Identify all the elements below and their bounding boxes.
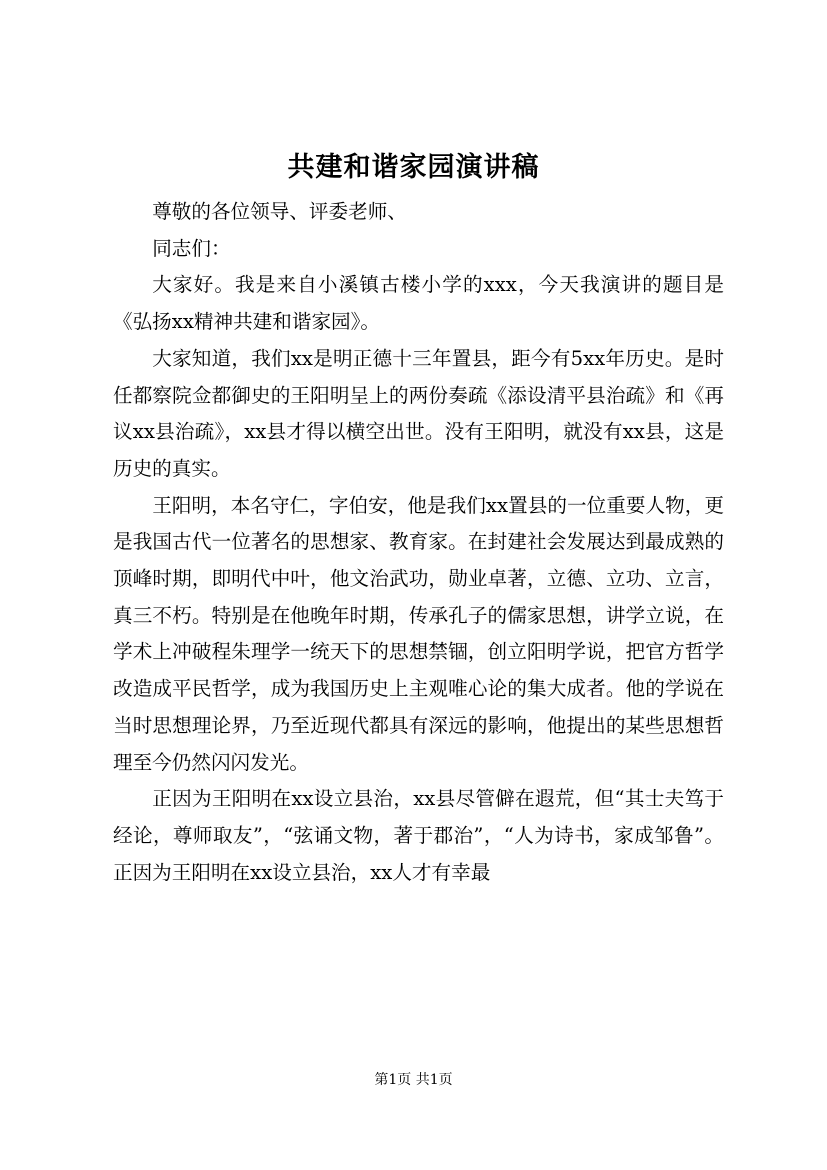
document-body: [113, 194, 724, 891]
document-title: 共建和谐家园演讲稿: [287, 152, 540, 183]
page-number-footer: 第1页 共1页: [374, 1072, 453, 1088]
salutation-line: 同志们：: [152, 236, 231, 260]
body-paragraph: 正因为王阳明在xx设立县治，xx县尽管僻在遐荒，但“其士夫笃于经论，尊师取友”，“弦诵文物，著于郡治”，“人为诗书，家成邹鲁”。正因为王阳明在xx设立县治，xx人才有幸最: [113, 787, 724, 884]
body-paragraph: 王阳明，本名守仁，字伯安，他是我们xx置县的一位重要人物，更是我国古代一位著名的思想家、教育家。在封建社会发展达到最成熟的顶峰时期，即明代中叶，他文治武功，勋业卓著，立德、立功、立言，真三不朽。特别是在他晚年时期，传承孔子的儒家思想，讲学立说，在学术上冲破程朱理学一统天下的思想禁锢，创立阳明学说，把官方哲学改造成平民哲学，成为我国历史上主观唯心论的集大成者。他的学说在当时思想理论界，乃至近现代都具有深远的影响，他提出的某些思想哲理至今仍然闪闪发光。: [113, 493, 724, 774]
body-paragraph: 大家好。我是来自小溪镇古楼小学的xxx，今天我演讲的题目是《弘扬xx精神共建和谐家园》。: [113, 273, 724, 334]
salutation-line: 尊敬的各位领导、评委老师、: [152, 200, 407, 223]
body-paragraph: 大家知道，我们xx是明正德十三年置县，距今有5xx年历史。是时任都察院佥都御史的王阳明呈上的两份奏疏《添设清平县治疏》和《再议xx县治疏》，xx县才得以横空出世。没有王阳明，就没有xx县，这是历史的真实。: [113, 346, 724, 480]
